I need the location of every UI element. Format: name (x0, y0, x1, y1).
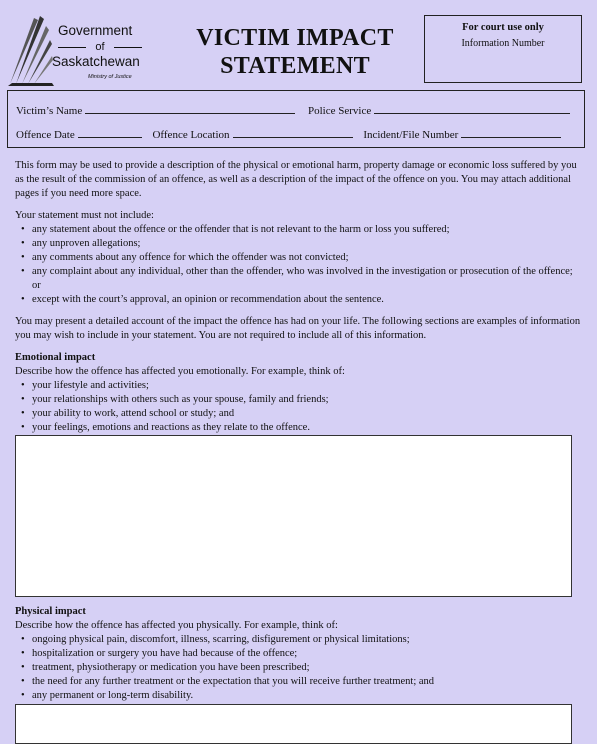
fields-row-1 (16, 103, 574, 117)
information-number-label: Information Number (461, 38, 545, 49)
offence-location-field[interactable] (233, 127, 353, 138)
list-item: • any complaint about any individual, other than the offender, who was involved in the investigation or prosecution of the offence; or (15, 265, 581, 293)
title-line-2: STATEMENT (220, 53, 370, 79)
title-line-1: VICTIM IMPACT (196, 25, 394, 51)
list-item: • your lifestyle and activities; (15, 379, 581, 393)
victim-details-box (7, 90, 585, 148)
list-item: • any unproven allegations; (15, 237, 581, 251)
list-item: • except with the court’s approval, an opinion or recommendation about the sentence. (15, 293, 581, 307)
physical-impact-section (15, 605, 581, 703)
police-service-label: Police Service (308, 105, 372, 117)
physical-impact-textbox[interactable] (15, 704, 572, 744)
physical-impact-heading: Physical impact (15, 606, 86, 617)
logo-ministry: Ministry of Justice (88, 74, 132, 80)
logo-government: Government (58, 23, 133, 38)
emotional-impact-list (15, 379, 581, 435)
government-logo (6, 14, 146, 86)
list-item: • your relationships with others such as your spouse, family and friends; (15, 393, 581, 407)
emotional-impact-heading: Emotional impact (15, 352, 96, 363)
victims-name-label: Victim’s Name (16, 105, 83, 117)
physical-impact-description: Describe how the offence has affected you physically. For example, think of: (15, 620, 338, 631)
offence-date-field[interactable] (78, 127, 142, 138)
must-not-heading: Your statement must not include: (15, 210, 154, 221)
list-item: • any permanent or long-term disability. (15, 689, 581, 703)
must-not-list (15, 223, 581, 307)
fields-row-2 (16, 127, 565, 141)
intro-paragraph: This form may be used to provide a description of the physical or emotional harm, property damage or economic loss suffered by you as the result of the commission of an offence, as well as a description of the impact of the offence on you. You may attach additional pages if you need more space. (15, 160, 577, 199)
list-item: • hospitalization or surgery you have had because of the offence; (15, 647, 581, 661)
emotional-impact-description: Describe how the offence has affected you emotionally. For example, think of: (15, 366, 345, 377)
offence-location-label: Offence Location (152, 129, 230, 141)
court-use-heading: For court use only (462, 22, 544, 33)
physical-impact-list (15, 633, 581, 703)
offence-date-label: Offence Date (16, 129, 75, 141)
page-title (185, 24, 405, 80)
detail-paragraph: You may present a detailed account of the impact the offence has had on your life. The following sections are examples of information you may wish to include in your statement. You are not required to include all of this information. (15, 316, 581, 341)
incident-file-number-label: Incident/File Number (363, 129, 459, 141)
list-item: • any statement about the offence or the offender that is not relevant to the harm or loss you suffered; (15, 223, 581, 237)
list-item: • treatment, physiotherapy or medication you have been prescribed; (15, 661, 581, 675)
victims-name-field[interactable] (85, 103, 295, 114)
list-item: • the need for any further treatment or the expectation that you will receive further treatment; and (15, 675, 581, 689)
list-item: • your feelings, emotions and reactions as they relate to the offence. (15, 421, 581, 435)
instructions (15, 159, 581, 435)
logo-saskatchewan: Saskatchewan (52, 54, 140, 69)
incident-file-number-field[interactable] (461, 127, 561, 138)
saskatchewan-wheat-icon (6, 14, 56, 86)
police-service-field[interactable] (374, 103, 570, 114)
logo-of: of (58, 41, 142, 53)
list-item: • ongoing physical pain, discomfort, illness, scarring, disfigurement or physical limitations; (15, 633, 581, 647)
emotional-impact-textbox[interactable] (15, 435, 572, 597)
court-use-box (424, 15, 582, 83)
list-item: • any comments about any offence for which the offender was not convicted; (15, 251, 581, 265)
list-item: • your ability to work, attend school or study; and (15, 407, 581, 421)
